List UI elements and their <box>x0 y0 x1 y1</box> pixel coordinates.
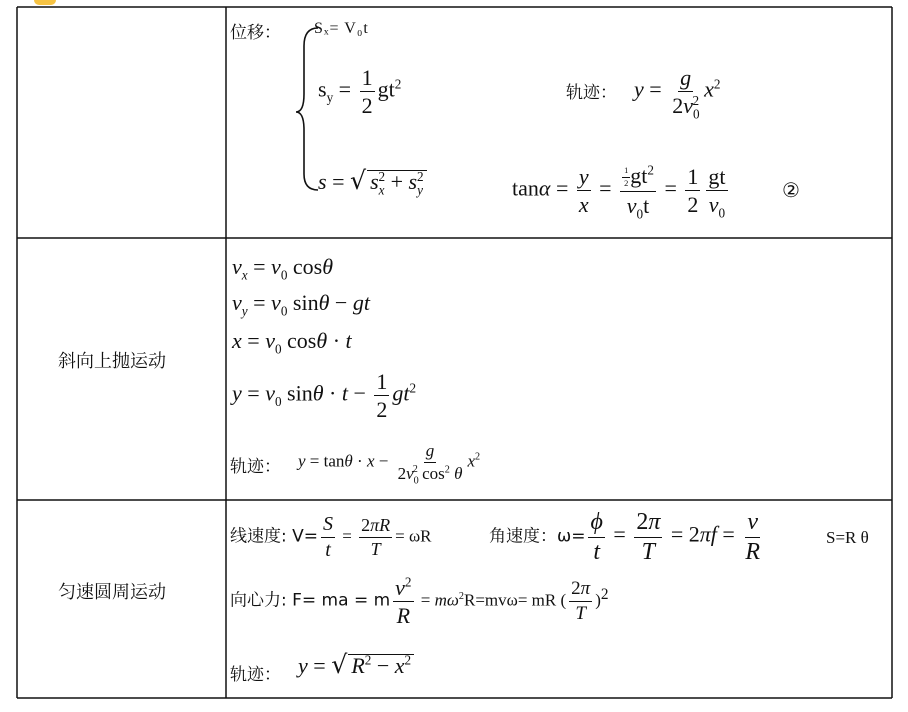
row3-centripetal-force: 向心力: F= ma = m $\frac{v^2}{R}$ = $m\omega^2R=mv\omega=$ mR ( $\frac{2\pi}{T}$ )$^2$ <box>230 574 609 629</box>
row3-track-equation: y = √ $R^2 - x^2$ <box>298 652 414 677</box>
row1-tan-equation: tanα = $\frac{y}{x}$ = $\frac{1}{2}$ $gt^2$ $v_0t$ = $\frac{1}{2}$ $\frac{gt}{v_0}$ <box>512 162 726 222</box>
row1-displacement-label: 位移： <box>230 23 281 43</box>
row2-title: 斜向上抛运动 <box>58 351 166 372</box>
row1-s-equation: s = √ $s_x^2 + s_y^2$ <box>318 168 427 193</box>
row3-track-label: 轨迹： <box>230 665 281 685</box>
row1-track-label: 轨迹： <box>566 83 617 103</box>
row1-track-equation: y = $\frac{g}{2v_0^2}$ $x^2$ <box>634 65 721 122</box>
row2-track-equation: y = tanθ · x − $\frac{g}{2v_0^2 \cos^2 \theta}$ $x^2$ <box>298 441 481 487</box>
row1-sx-equation: Sₓ= V₀t <box>314 20 369 37</box>
row2-y-equation: $y = v_0$ sinθ · t − $\frac{1}{2}$ $gt^2$ <box>232 369 417 423</box>
row3-arc-length: S=R θ <box>826 528 869 547</box>
row3-linear-velocity: 线速度: V= $\frac{S}{t}$ = $\frac{2\pi R}{T}$ = ωR <box>230 513 432 561</box>
row3-angular-velocity: 角速度：ω= $\frac{\phi}{t}$ = $\frac{2\pi}{T}$ = 2πf = $\frac{v}{R}$ <box>489 509 761 566</box>
row2-vx-equation: $v_x = v_0$ cosθ <box>232 254 334 283</box>
row1-circled-number: ② <box>782 178 800 202</box>
row2-track-label: 轨迹： <box>230 457 281 477</box>
displacement-brace <box>296 28 318 190</box>
row2-vy-equation: $v_y = v_0$ sinθ − gt <box>232 290 370 319</box>
row1-sy-equation: $s_y$ = $\frac{1}{2}$ $gt^2$ <box>318 65 402 119</box>
row2-x-equation: $x = v_0$ cosθ · t <box>232 328 352 357</box>
row3-title: 匀速圆周运动 <box>58 582 166 603</box>
